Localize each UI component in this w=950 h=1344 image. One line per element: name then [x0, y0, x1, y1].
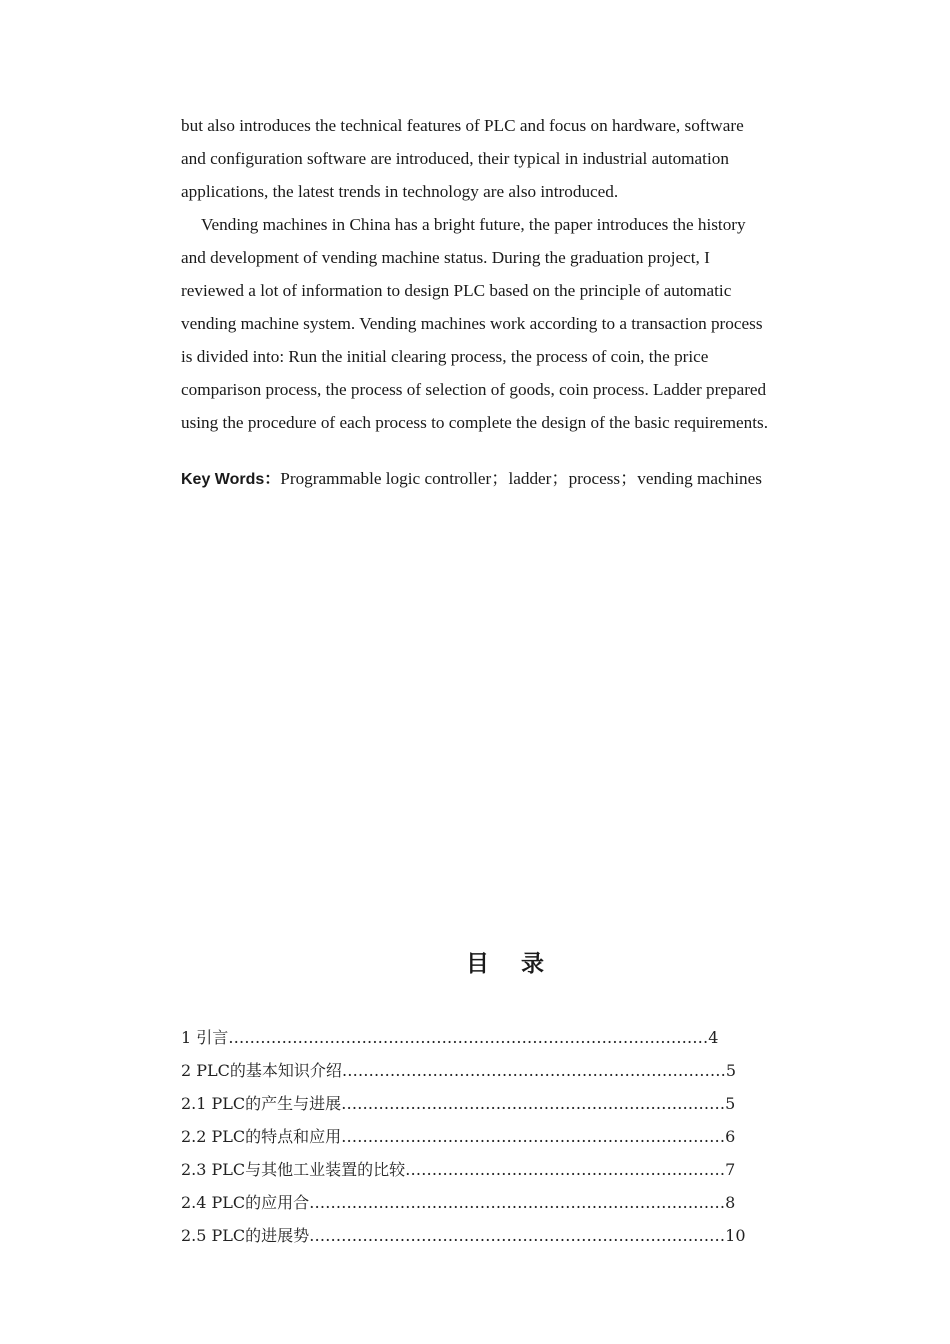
- abstract-line: Vending machines in China has a bright future, the paper introduces the history: [201, 215, 746, 234]
- keywords-label: Key Words：: [181, 471, 281, 488]
- toc-entry[interactable]: 2.5 PLC的进展势……………………………………………………………………10: [181, 1226, 746, 1245]
- abstract-line: using the procedure of each process to complete the design of the basic requirements.: [181, 413, 769, 432]
- toc-entry[interactable]: 1 引言………………………………………………………………………………4: [181, 1028, 719, 1047]
- toc-entry[interactable]: 2.3 PLC与其他工业装置的比较……………………………………………………7: [181, 1160, 736, 1179]
- abstract-line: vending machine system. Vending machines work according to a transaction process: [181, 314, 763, 333]
- toc-entry[interactable]: 2.1 PLC的产生与进展………………………………………………………………5: [181, 1094, 736, 1113]
- toc-entry[interactable]: 2.4 PLC的应用合……………………………………………………………………8: [181, 1193, 736, 1212]
- abstract-line: comparison process, the process of selection of goods, coin process. Ladder prepared: [181, 380, 767, 399]
- abstract-line: reviewed a lot of information to design PLC based on the principle of automatic: [181, 281, 732, 300]
- abstract-line: applications, the latest trends in technology are also introduced.: [181, 182, 619, 201]
- keywords-text: Programmable logic controller；ladder；process；vending machines: [280, 469, 762, 488]
- abstract-body: [181, 109, 841, 439]
- toc-entry[interactable]: 2.2 PLC的特点和应用………………………………………………………………6: [181, 1127, 736, 1146]
- abstract-line: and development of vending machine status. During the graduation project, I: [181, 248, 710, 267]
- toc-title: 目 录: [465, 951, 556, 977]
- table-of-contents: [181, 1021, 746, 1252]
- abstract-line: but also introduces the technical features of PLC and focus on hardware, software: [181, 116, 744, 135]
- abstract-line: and configuration software are introduced, their typical in industrial automation: [181, 149, 729, 168]
- toc-entry[interactable]: 2 PLC的基本知识介绍………………………………………………………………5: [181, 1061, 737, 1080]
- abstract-line: is divided into: Run the initial clearing process, the process of coin, the price: [181, 347, 709, 366]
- keywords-line: [181, 462, 762, 496]
